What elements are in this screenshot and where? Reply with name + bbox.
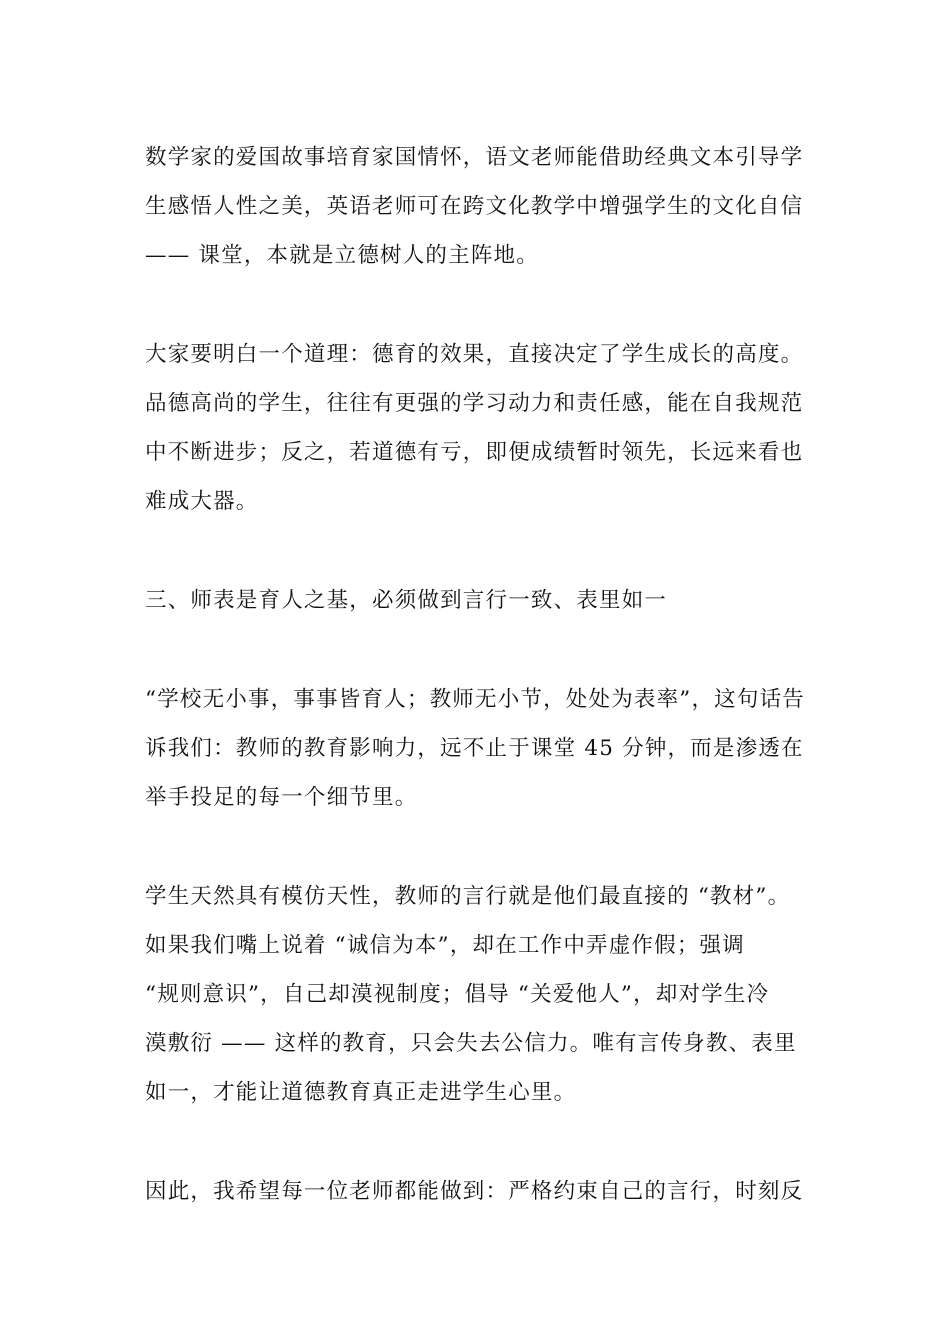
paragraph-2 (145, 330, 809, 526)
paragraph-line: —— 课堂，本就是立德树人的主阵地。 (145, 243, 539, 268)
section-heading-text: 三、师表是育人之基，必须做到言行一致、表里如一 (145, 588, 668, 613)
section-heading (145, 576, 809, 625)
paragraph-line: 品德高尚的学生，往往有更强的学习动力和责任感，能在自我规范 (145, 391, 804, 416)
paragraph-spacer (145, 822, 809, 872)
paragraph-line: 学生天然具有模仿天性，教师的言行就是他们最直接的 “教材”。 (145, 884, 791, 909)
paragraph-line: “学校无小事，事事皆育人；教师无小节，处处为表率”，这句话告 (145, 687, 805, 712)
paragraph-line: 诉我们：教师的教育影响力，远不止于课堂 45 分钟，而是渗透在 (145, 736, 804, 761)
document-body (145, 133, 809, 1216)
paragraph-spacer (145, 526, 809, 576)
paragraph-spacer (145, 280, 809, 330)
paragraph-line: 漠敷衍 —— 这样的教育，只会失去公信力。唯有言传身教、表里 (145, 1031, 797, 1056)
paragraph-spacer (145, 625, 809, 675)
paragraph-5 (145, 872, 809, 1117)
paragraph-6 (145, 1167, 809, 1216)
paragraph-line: 中不断进步；反之，若道德有亏，即便成绩暂时领先，长远来看也 (145, 440, 804, 465)
paragraph-line: 举手投足的每一个细节里。 (145, 785, 418, 810)
paragraph-line: 因此，我希望每一位老师都能做到：严格约束自己的言行，时刻反 (145, 1179, 804, 1204)
paragraph-line: 难成大器。 (145, 489, 259, 514)
paragraph-4 (145, 675, 809, 822)
paragraph-line: 如一，才能让道德教育真正走进学生心里。 (145, 1080, 577, 1105)
paragraph-1 (145, 133, 809, 280)
paragraph-line: “规则意识”，自己却漠视制度；倡导 “关爱他人”，却对学生冷 (145, 982, 770, 1007)
paragraph-line: 数学家的爱国故事培育家国情怀，语文老师能借助经典文本引导学 (145, 145, 804, 170)
paragraph-line: 大家要明白一个道理：德育的效果，直接决定了学生成长的高度。 (145, 342, 804, 367)
paragraph-line: 如果我们嘴上说着 “诚信为本”，却在工作中弄虚作假；强调 (145, 933, 745, 958)
paragraph-spacer (145, 1117, 809, 1167)
paragraph-line: 生感悟人性之美，英语老师可在跨文化教学中增强学生的文化自信 (145, 194, 804, 219)
